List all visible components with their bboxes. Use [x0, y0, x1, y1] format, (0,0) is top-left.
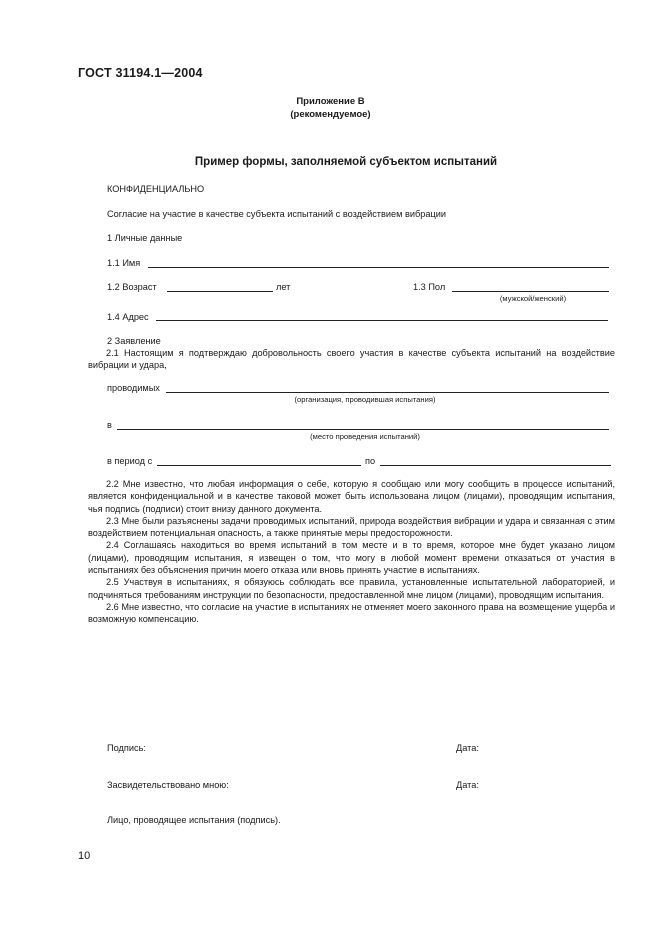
age-unit: лет: [276, 282, 291, 292]
period-to-label: по: [365, 456, 376, 466]
place-label: в: [107, 420, 112, 430]
address-field[interactable]: [156, 320, 608, 321]
standard-code: ГОСТ 31194.1—2004: [78, 66, 203, 80]
signature-label: Подпись:: [107, 743, 146, 753]
section-personal-heading: 1 Личные данные: [107, 233, 183, 243]
witness-label: Засвидетельствовано мною:: [107, 780, 229, 790]
organization-field[interactable]: [166, 392, 609, 393]
consent-title: Согласие на участие в качестве субъекта испытаний с воздействием вибрации: [107, 209, 447, 219]
statement-paragraph-2-5: 2.5 Участвуя в испытаниях, я обязуюсь соблюдать все правила, установленные испытательной лабораторией, и подчиняться требованиям инструкции по безопасности, предоставленной мне лицом (лицами), проводящим испытания.: [88, 577, 615, 600]
tester-signature-label: Лицо, проводящее испытания (подпись).: [107, 815, 281, 825]
statement-paragraph-2-2: 2.2 Мне известно, что любая информация о себе, которую я сообщаю или могу сообщить в процессе испытаний, является конфиденциальной и в качестве таковой может быть использована лицом (лицами), проводящим испытания, чья подпись (подписи) стоит внизу данного документа.: [88, 479, 615, 514]
place-caption: (место проведения испытаний): [310, 432, 420, 441]
annex-label: Приложение В: [296, 96, 365, 107]
period-from-field[interactable]: [157, 465, 361, 466]
statement-paragraphs: [88, 478, 615, 626]
signature-date-label: Дата:: [456, 743, 479, 753]
witness-date-label: Дата:: [456, 780, 479, 790]
sex-field[interactable]: [452, 291, 609, 292]
name-field[interactable]: [148, 267, 609, 268]
section-statement-heading: 2 Заявление: [107, 336, 161, 346]
statement-paragraph-2-4: 2.4 Соглашаясь находиться во время испытаний в том месте и в то время, которое мне будет указано лицом (лицами), проводящим испытания, я извещен о том, что могу в любой момент времени отказаться от участия в испытаниях без объяснения причин моего отказа или вновь принять участие в испытаниях.: [88, 540, 615, 576]
age-field[interactable]: [167, 291, 273, 292]
page-title: Пример формы, заполняемой субъектом испытаний: [194, 156, 498, 168]
sex-caption: (мужской/женский): [499, 294, 567, 303]
page-number: 10: [78, 850, 91, 862]
statement-paragraph-2-6: 2.6 Мне известно, что согласие на участие в испытаниях не отменяет моего законного права на возмещение ущерба и возможную компенсацию.: [88, 601, 615, 625]
conducted-by-label: проводимых: [107, 383, 160, 393]
sex-label: 1.3 Пол: [413, 282, 446, 292]
statement-paragraph-2-1: 2.1 Настоящим я подтверждаю добровольность своего участия в качестве субъекта испытаний на воздействие вибрации и удара,: [88, 348, 615, 371]
period-to-field[interactable]: [380, 465, 611, 466]
organization-caption: (организация, проводившая испытания): [294, 395, 436, 404]
name-label: 1.1 Имя: [107, 258, 141, 268]
address-label: 1.4 Адрес: [107, 312, 149, 322]
place-field[interactable]: [117, 429, 609, 430]
statement-paragraph-2-3: 2.3 Мне были разъяснены задачи проводимых испытаний, природа воздействия вибрации и удара и связанная с этим воздействием потенциальная опасность, а также принятые меры предосторожности.: [88, 515, 615, 539]
period-from-label: в период с: [107, 456, 153, 466]
confidential-mark: КОНФИДЕНЦИАЛЬНО: [107, 184, 205, 194]
annex-status: (рекомендуемое): [290, 109, 371, 120]
age-label: 1.2 Возраст: [107, 282, 157, 292]
